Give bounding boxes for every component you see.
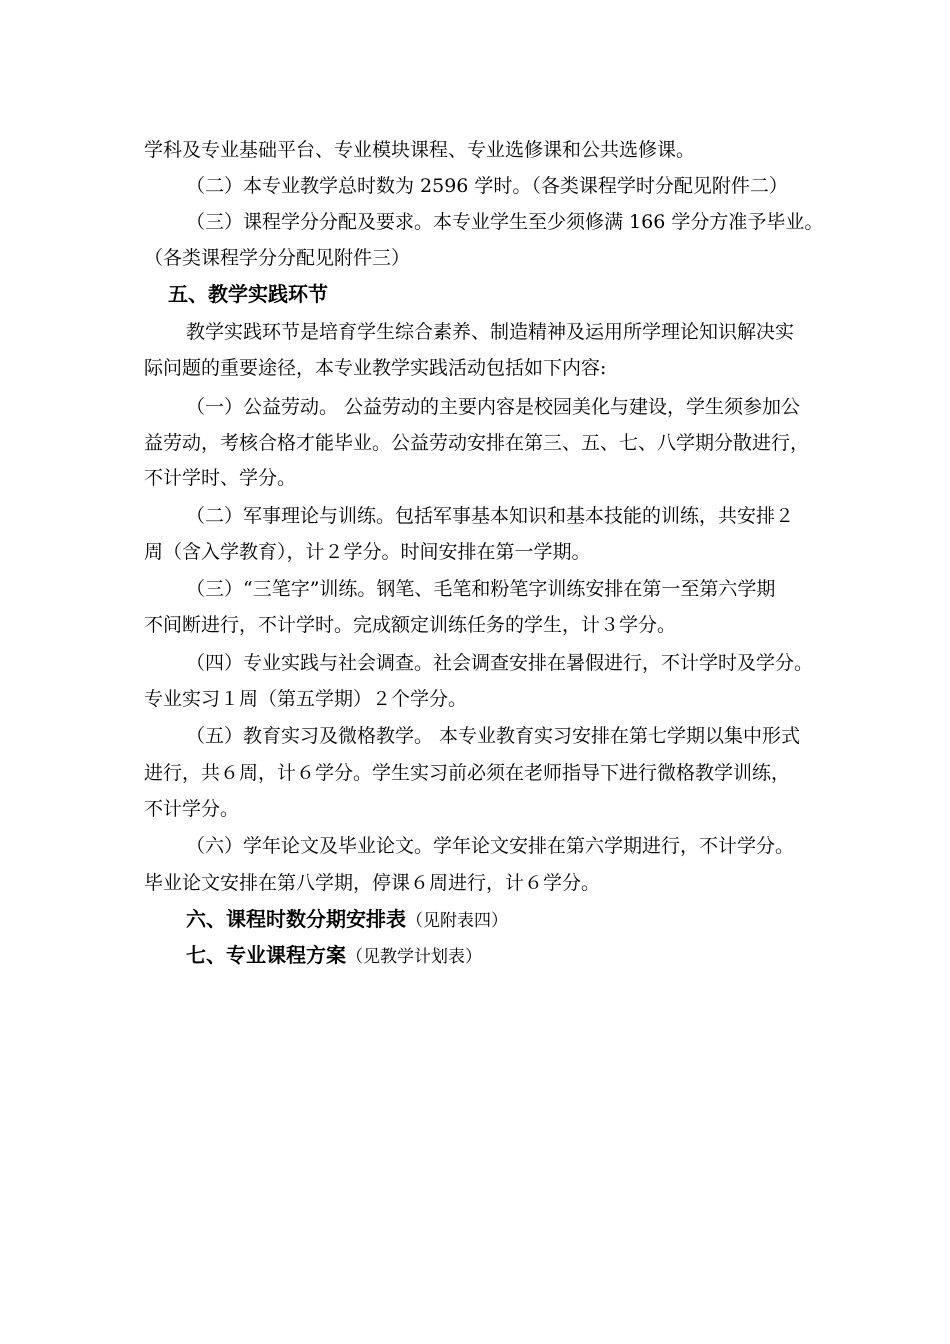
section-heading-6	[186, 908, 508, 932]
text-line: 周（含入学教育），计２学分。时间安排在第一学期。	[144, 541, 591, 563]
text-line: （二）军事理论与训练。包括军事基本知识和基本技能的训练，共安排２	[186, 505, 795, 527]
text-line: 专业实习１周（第五学期）２个学分。	[144, 688, 468, 710]
text-line: 际问题的重要途径，本专业教学实践活动包括如下内容:	[144, 357, 607, 379]
text-line: （一）公益劳动。 公益劳动的主要内容是校园美化与建设，学生须参加公	[186, 396, 801, 418]
text-line: 教学实践环节是培育学生综合素养、制造精神及运用所学理论知识解决实	[186, 321, 795, 343]
text-line: （三）课程学分分配及要求。本专业学生至少须修满 166 学分方准予毕业。	[186, 211, 824, 233]
text-line: 学科及专业基础平台、专业模块课程、专业选修课和公共选修课。	[144, 139, 696, 161]
text-line: 不计学时、学分。	[144, 467, 297, 489]
section-heading-6-note: （见附表四）	[406, 911, 508, 931]
section-heading-7-title: 七、专业课程方案	[186, 943, 346, 967]
section-heading-7-note: （见教学计划表）	[346, 947, 482, 967]
section-heading-7	[186, 944, 482, 968]
section-heading-6-title: 六、课程时数分期安排表	[186, 907, 406, 931]
text-line: 进行，共６周，计６学分。学生实习前必须在老师指导下进行微格教学训练，	[144, 762, 791, 784]
text-line: （三）“三笔字”训练。钢笔、毛笔和粉笔字训练安排在第一至第六学期	[186, 578, 776, 600]
text-line: （各类课程学分分配见附件三）	[144, 247, 411, 269]
text-line: 不计学分。	[144, 798, 240, 820]
text-line: 益劳动，考核合格才能毕业。公益劳动安排在第三、五、七、八学期分散进行，	[144, 432, 810, 454]
text-line: （四）专业实践与社会调查。社会调查安排在暑假进行，不计学时及学分。	[186, 652, 814, 674]
text-line: 不间断进行，不计学时。完成额定训练任务的学生，计３学分。	[144, 614, 677, 636]
section-heading-5: 五、教学实践环节	[168, 282, 328, 306]
text-line: （六）学年论文及毕业论文。学年论文安排在第六学期进行，不计学分。	[186, 835, 795, 857]
text-line: （五）教育实习及微格教学。 本专业教育实习安排在第七学期以集中形式	[186, 725, 801, 747]
text-line: 毕业论文安排在第八学期，停课６周进行，计６学分。	[144, 872, 601, 894]
text-line: （二）本专业教学总时数为 2596 学时。（各类课程学时分配见附件二）	[186, 175, 788, 197]
